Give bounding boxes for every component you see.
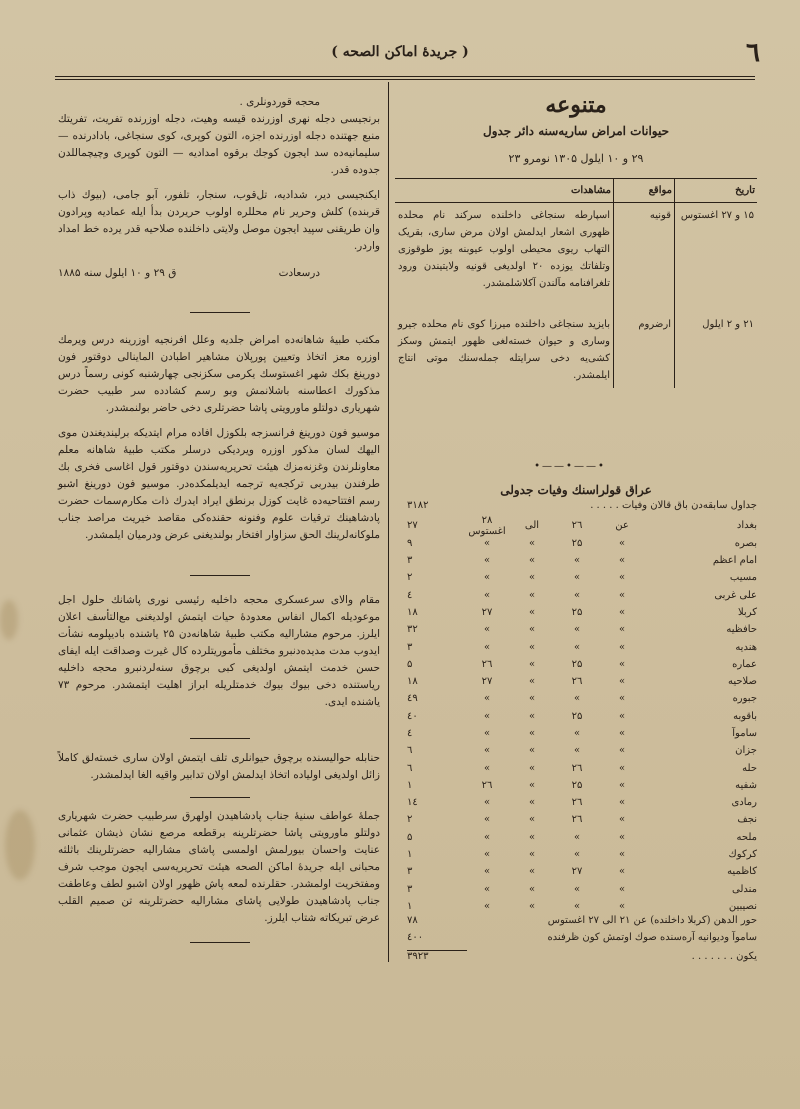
to-day: »: [483, 797, 491, 809]
row-date: ۲۱ و ۲ ایلول: [702, 319, 754, 330]
column-header-place: مواقع: [614, 179, 675, 203]
iraq-row: [395, 863, 757, 880]
column-divider: [388, 82, 389, 962]
iraq-mortality-table: [395, 480, 757, 967]
place-name: جبوره: [732, 693, 757, 705]
iraq-row: [395, 690, 757, 707]
section-subtitle: حیوانات امراض ساریه‌سنه دائر جدول: [482, 124, 670, 138]
iraq-row: [395, 638, 757, 655]
to-marker: »: [528, 693, 536, 705]
row-place: ارضروم: [614, 296, 675, 388]
foot-number: ٤۰۰: [407, 932, 424, 944]
from-day: »: [573, 745, 581, 757]
deaths: ۲: [407, 814, 413, 826]
article-epizootic: [58, 750, 380, 784]
deaths: ٤: [407, 728, 413, 739]
iraq-row: [395, 742, 757, 759]
to-day: »: [483, 589, 491, 601]
to-day: ۲۷: [481, 606, 493, 618]
from-marker: »: [618, 779, 626, 791]
iraq-row: [395, 604, 757, 621]
from-marker: »: [618, 676, 626, 688]
place-name: شفیه: [735, 779, 757, 791]
place-name: باقوبه: [733, 710, 757, 722]
deaths: ۱۸: [407, 676, 418, 688]
deaths: ٦: [407, 762, 413, 774]
to-marker: »: [528, 745, 536, 757]
to-day: ۲٦: [481, 779, 493, 791]
from-day: »: [573, 693, 581, 705]
deaths: ۳: [407, 555, 413, 567]
from-marker: »: [618, 883, 626, 895]
column-header-date: تاریخ: [675, 179, 758, 203]
place-name: کاظمیه: [727, 866, 757, 878]
deaths: ۱: [407, 779, 413, 791]
from-day: »: [573, 624, 581, 636]
left-column: [58, 94, 380, 282]
from-day: ۲۵: [571, 606, 583, 618]
iraq-intro-number: ۳۱۸۲: [407, 500, 429, 511]
from-day: ۲٦: [571, 797, 583, 809]
place-name: امام اعظم: [712, 555, 757, 567]
iraq-foot-row: [395, 915, 757, 932]
iraq-row: [395, 708, 757, 725]
iraq-row: [395, 811, 757, 828]
iraq-row: [395, 829, 757, 846]
paragraph-quarantine-2: ایکنجیسی دیر، شدادیه، تل‌قوب، سنجار، تلفور، آبو جامی، (بیوك ذاب قربنده) کلش وحریر نام محللره اولوب حریردن بدأ ایله عمادیه وپرادون وان طریقنی سپید ایجون موصل ولایتی داخلنده صلاحیه قدر یرده خط امداد واردر.: [58, 189, 380, 252]
deaths: ۳: [407, 883, 413, 895]
ornament-divider: •——•——•: [534, 461, 606, 472]
place-name: بصره: [734, 537, 757, 549]
iraq-row: [395, 759, 757, 776]
paragraph-quarantine-1: برنجیسی دجله نهری اوزرنده قیسه وهیت، دجله اوزرنده تفریت، تفریتك منبع جهتنده دجله اوزرنده اجزه، التون کوپری، کوی سنجاغی، بادادرنده — سلیمانیه‌ده سد ایجون کوجك برقوه امدادیه — التون کوپری وچیچماللدن جدوده قدر.: [58, 113, 380, 176]
to-marker: »: [528, 606, 536, 618]
iraq-row: [395, 881, 757, 898]
deaths: ۳۲: [407, 624, 418, 636]
iraq-row: [395, 794, 757, 811]
place-name: حله: [742, 762, 757, 774]
to-day: »: [483, 624, 491, 636]
to-marker: »: [528, 537, 536, 549]
place-name: هندیه: [735, 641, 757, 653]
from-day: ۲۵: [571, 779, 583, 791]
section-various: [395, 90, 757, 388]
animal-disease-table: [395, 178, 757, 388]
from-day: »: [573, 849, 581, 861]
to-day: »: [483, 831, 491, 843]
to-marker: »: [528, 589, 536, 601]
divider: [190, 575, 250, 576]
foot-number: ۷۸: [407, 915, 418, 927]
divider: [190, 738, 250, 739]
to-day: »: [483, 572, 491, 584]
to-day: »: [483, 849, 491, 861]
page-number: ٦: [746, 38, 760, 68]
from-marker: »: [618, 849, 626, 861]
place-name: حافظیه: [726, 624, 757, 636]
from-marker: »: [618, 797, 626, 809]
to-marker: »: [528, 849, 536, 861]
from-marker: »: [618, 624, 626, 636]
to-day: ۲۸ اغستوس: [468, 514, 506, 537]
from-marker: »: [618, 831, 626, 843]
from-marker: »: [618, 814, 626, 826]
iraq-intro-text: جداول سابقه‌دن باق قالان وفیات . . . . .: [590, 500, 757, 511]
to-day: »: [483, 900, 491, 912]
foot-text: حور الدهن (کربلا داخلنده) عن ۲۱ الی ۲۷ اغستوس: [547, 915, 757, 927]
from-marker: »: [618, 572, 626, 584]
section-title: متنوعه: [545, 92, 607, 118]
deaths: ۱٤: [407, 797, 418, 809]
deaths: ٤۹: [407, 693, 418, 705]
from-day: »: [573, 900, 581, 912]
place-name: صلاحیه: [727, 676, 757, 688]
signature-date: ق ۲۹ و ۱۰ ایلول سنه ۱۸۸۵: [58, 267, 177, 279]
to-day: »: [483, 693, 491, 705]
place-name: نجف: [737, 814, 757, 826]
deaths: ۲۷: [407, 520, 418, 532]
from-marker: »: [618, 728, 626, 739]
table-row: [395, 296, 757, 388]
iraq-row: [395, 846, 757, 863]
from-marker: »: [618, 762, 626, 774]
place-name: کربلا: [737, 606, 757, 618]
from-day: ۲٦: [571, 814, 583, 826]
from-day: »: [573, 831, 581, 843]
from-marker: »: [618, 555, 626, 567]
paragraph-decoration: جملهٔ عواطف سنیهٔ جناب پادشاهیدن اولهرق سرطبیب حضرت شهریاری دولتلو ماورویتی پاشا حضرتلرینه برقطعه مرصع نشان ذیشان عثمانی عنایت واحسان بیورلمش اولمسی پاشای مشارالیه حضرتلرینك باثلثه محبانی ایله جریدهٔ اماکن الصحه هیئت تحریریه‌سی ایجون موجب شرف ومفتخریت اولمشدر. حقلرنده لمعه پاش ظهور اولان اشبو لطف وعاطفت جناب پادشاهیدن طولایی پاشای مشارالیه حضرتلرینه تن صمیم القلب عرض تبریکاته شتاب ایلرز.: [58, 810, 380, 924]
from-marker: »: [618, 900, 626, 912]
from-marker: »: [618, 589, 626, 601]
iraq-row: [395, 777, 757, 794]
foot-text: ساموآ ودیوانیه آره‌سنده صوك اوتمش كون ظرفنده: [547, 932, 757, 944]
divider: [190, 942, 250, 943]
quarantine-title: محجه قوردونلری .: [239, 96, 320, 108]
header-rule-thin: [55, 79, 755, 80]
to-marker: »: [528, 883, 536, 895]
from-day: »: [573, 572, 581, 584]
iraq-row: [395, 725, 757, 742]
to-day: »: [483, 537, 491, 549]
from-day: ۲۵: [571, 537, 583, 549]
place-name: بغداد: [736, 520, 757, 532]
to-marker: »: [528, 831, 536, 843]
to-day: »: [483, 762, 491, 774]
from-day: ۲۵: [571, 710, 583, 722]
place-name: عماره: [732, 658, 757, 670]
deaths: ۵: [407, 658, 413, 670]
to-marker: »: [528, 624, 536, 636]
signature-line: [58, 265, 380, 282]
from-day: »: [573, 589, 581, 601]
place-name: نصیبین: [728, 900, 757, 912]
deaths: ۱: [407, 849, 413, 861]
table-row: [395, 203, 757, 297]
divider: [190, 312, 250, 313]
from-day: »: [573, 728, 581, 739]
to-marker: »: [528, 866, 536, 878]
place-name: علی غربی: [714, 589, 757, 601]
table-header-row: [395, 179, 757, 203]
deaths: ۲: [407, 572, 413, 584]
iraq-intro-row: [395, 500, 757, 517]
from-marker: عن: [615, 520, 629, 532]
iraq-row: [395, 898, 757, 915]
from-day: ۲۵: [571, 658, 583, 670]
iraq-row: [395, 673, 757, 690]
deaths: ۱: [407, 900, 413, 912]
place-name: ملحه: [736, 831, 757, 843]
iraq-total-row: [395, 950, 757, 967]
paragraph-epizootic: حنابله حوالیسنده برچوق حیوانلری تلف ایتمش اولان ساری خسته‌لق کاملاً زائل اولدیغی اولیاده اتخاذ ایدلمش اولان تدابیر واقیه الغا ایدلمشدر.: [58, 752, 380, 781]
article-obituary: [58, 592, 380, 711]
issue-date: ۲۹ و ۱۰ ایلول ۱۳۰۵ نومرو ۲۳: [508, 152, 644, 165]
from-day: »: [573, 641, 581, 653]
from-day: »: [573, 883, 581, 895]
to-day: ۲٦: [481, 658, 493, 670]
from-day: ۲٦: [571, 676, 583, 688]
to-marker: »: [528, 555, 536, 567]
paper-stain: [0, 600, 18, 640]
iraq-rows: [395, 514, 757, 915]
paragraph-obituary: مقام والای سرعسکری محجه داخلیه رئیسی نوری پاشانك حلول اجل موعودیله اکمال انفاس معدودهٔ حیات ایتمش اولدیغنی مع‌التأسف اعلان ایلرز. مرحوم مشارالیه مکتب طبیهٔ شاهانه‌دن ۲۵ یاشنده بادیپلومه نشأت ایدوب مدت مدیده‌دنبرو مختلف مأموریتلرده کال غیرت وصداقت ایله ایفای حسن خدمت ایتمش اولدیغی کبی برچوق سنه‌لردنبرو محجه داخلیه ریاستنده دخی بیوك بیوك خدمتلریله ابراز اهلیت ایتمشدر. مرحوم ۷۳ یاشنده ایدی.: [58, 594, 380, 708]
to-marker: »: [528, 762, 536, 774]
to-marker: الی: [524, 520, 540, 532]
to-day: »: [483, 710, 491, 722]
to-marker: »: [528, 728, 536, 739]
header-rule: [55, 76, 755, 77]
column-header-observations: مشاهدات: [395, 179, 614, 203]
to-day: »: [483, 641, 491, 653]
to-marker: »: [528, 572, 536, 584]
to-day: ۲۷: [481, 676, 493, 688]
row-observation: اسپارطه سنجاغی داخلنده سرکند نام محلده ظهوری اشعار ایدلمش اولان مرض ساری، بقریک التهاب ریوی محیطی اولوب عیوبنه یوز طوقوزی وتلفاتك یوزده ۲۰ اولدیغی قونیه ولایتیندن ورود تلغرافنامه مآلندن آکلاشلمشدر.: [395, 203, 614, 297]
place-name: مندلی: [731, 883, 757, 895]
to-day: »: [483, 883, 491, 895]
place-name: جزان: [735, 745, 757, 757]
to-marker: »: [528, 676, 536, 688]
iraq-row: [395, 514, 757, 537]
iraq-row: [395, 535, 757, 552]
divider: [190, 797, 250, 798]
deaths: ۱۸: [407, 606, 418, 618]
iraq-row: [395, 621, 757, 638]
from-marker: »: [618, 606, 626, 618]
article-decoration: [58, 808, 380, 927]
to-marker: »: [528, 658, 536, 670]
from-marker: »: [618, 745, 626, 757]
to-day: »: [483, 866, 491, 878]
place-name: مسیب: [729, 572, 757, 584]
total-label: یکون . . . . . . .: [691, 950, 757, 962]
article-medical-school: [58, 332, 380, 544]
iraq-row: [395, 586, 757, 603]
from-marker: »: [618, 537, 626, 549]
from-day: ۲۷: [571, 866, 583, 878]
from-marker: »: [618, 641, 626, 653]
paragraph-course-opening: مکتب طبیهٔ شاهانه‌ده امراض جلدیه وعلل افرنجیه اوزرینه درس ویرمك اوزره معز اتخاذ وتعیین پورپلان مشاهیر اطبادن الماینالی دوقتور فون دورینغ بکك شهر اغستوسك یکرمی سکزنجی چهارشنبه کونی رسماً درس مذکورك اعطاسنه باشلانمش وبو رسم کشادده سر طبیب حضرت شهریاری دولتلو ماورویتی پاشا حضرتلری دخی حاضر بولنمشدر.: [58, 334, 380, 414]
deaths: ٤۰: [407, 710, 418, 722]
from-marker: »: [618, 658, 626, 670]
row-date: ۱۵ و ۲۷ اغستوس: [680, 210, 754, 221]
page-header: [40, 38, 760, 70]
iraq-row: [395, 656, 757, 673]
iraq-row: [395, 552, 757, 569]
to-marker: »: [528, 779, 536, 791]
from-day: ۲٦: [571, 762, 583, 774]
to-day: »: [483, 814, 491, 826]
row-observation: بایزید سنجاغی داخلنده میرزا کوی نام محلده جیرو وساری و حیوان خسته‌لغی ظهور ایتمش وسکز کشی‌یه دخی سرایتله جمله‌سنك موتی انتاج ایلمشدر.: [395, 296, 614, 388]
signature-place: درسعادت: [278, 267, 320, 279]
deaths: ۳: [407, 641, 413, 653]
deaths: ۳: [407, 866, 413, 878]
to-marker: »: [528, 814, 536, 826]
deaths: ۵: [407, 831, 413, 843]
paper-stain: [5, 810, 35, 880]
to-day: »: [483, 555, 491, 567]
to-marker: »: [528, 797, 536, 809]
to-marker: »: [528, 641, 536, 653]
to-day: »: [483, 728, 491, 739]
journal-title: ( جريدهٔ اماکن الصحه ): [331, 44, 469, 60]
row-place: قونیه: [614, 203, 675, 297]
iraq-foot-row: [395, 932, 757, 949]
total-number: ۳۹۲۳: [407, 950, 467, 962]
deaths: ۹: [407, 537, 413, 549]
from-day: »: [573, 555, 581, 567]
from-marker: »: [618, 866, 626, 878]
place-name: ساموآ: [732, 728, 757, 739]
paragraph-course-translation: موسیو فون دورینغ فرانسزجه بلکوزل افاده مرام ایتدیکه برلیندیغندن موی الیهك لسان مذکور اوزره ویردیکی درسلر مکتب طبیهٔ شاهانه معلم معاونلرندن وغزنه‌مزك هیئت تحریریه‌سندن دوقتور قول اغاسی فخری بك طرفندن بیدربی ترکجه‌یه ترجمه ایدیلمکده‌در. موسیو فون دورینغ اشبو رسم افتتاحیه‌ده غایت کوزل برنطق ایراد ایدرك ذات مکارم‌سمات حضرت پادشاهینك ترقیات علوم وفنونه حقنده‌کی مقاصد خیریت مراصد جناب ملوکانه‌لرینك الحق سزاوار افتخار بولندیغنی عرض ودرمیان ایلمشدر.: [58, 427, 380, 541]
iraq-row: [395, 569, 757, 586]
place-name: کرکوك: [728, 849, 757, 861]
from-marker: »: [618, 693, 626, 705]
to-day: »: [483, 745, 491, 757]
deaths: ٦: [407, 745, 413, 757]
from-day: ۲٦: [571, 520, 583, 532]
to-marker: »: [528, 900, 536, 912]
place-name: رمادی: [731, 797, 757, 809]
from-marker: »: [618, 710, 626, 722]
iraq-table-title: عراق قولراسنك وفیات جدولی: [500, 483, 652, 497]
to-marker: »: [528, 710, 536, 722]
deaths: ٤: [407, 589, 413, 601]
